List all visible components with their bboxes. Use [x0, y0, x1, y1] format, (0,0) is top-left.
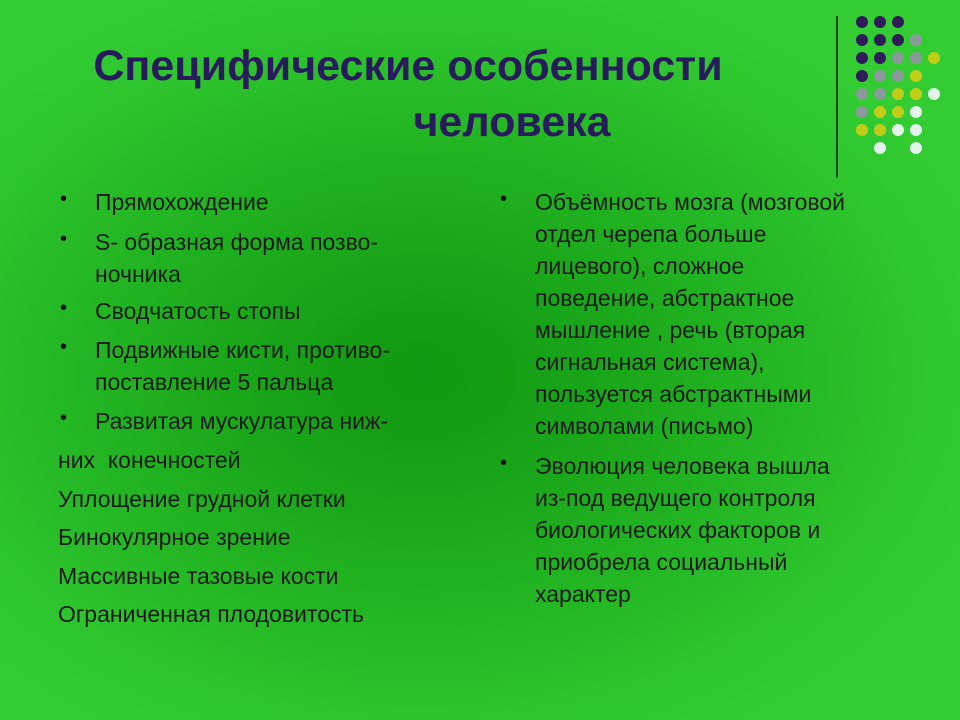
decor-dot [892, 88, 904, 100]
left-item: Прямохождение [95, 189, 269, 215]
decor-dot [874, 142, 886, 154]
bullet-icon: • [60, 407, 68, 429]
right-item: Объёмность мозга (мозговой [535, 189, 845, 215]
left-item: Сводчатость стопы [95, 298, 301, 324]
decor-dot [892, 34, 904, 46]
decor-dot [910, 142, 922, 154]
decor-dot [910, 52, 922, 64]
right-item: символами (письмо) [535, 413, 754, 439]
right-item: поведение, абстрактное [535, 285, 795, 311]
right-item: сигнальная система), [535, 349, 765, 375]
title-line-1: Специфические особенности [93, 42, 723, 90]
right-item: лицевого), сложное [535, 253, 745, 279]
decor-dot [910, 70, 922, 82]
left-item: Массивные тазовые кости [58, 563, 339, 589]
decor-dot [856, 124, 868, 136]
left-item: Уплощение грудной клетки [58, 486, 346, 512]
right-item: отдел черепа больше [535, 221, 767, 247]
bullet-icon: • [60, 336, 68, 358]
bullet-icon: • [60, 228, 68, 250]
left-item: них конечностей [58, 447, 241, 473]
title-line-2: человека [413, 98, 611, 146]
decor-dot [910, 124, 922, 136]
right-item: из-под ведущего контроля [535, 485, 816, 511]
left-item: Развитая мускулатура ниж- [95, 408, 389, 434]
left-item: Подвижные кисти, противо- [95, 337, 391, 363]
left-item: поставление 5 пальца [95, 369, 334, 395]
decor-dot [892, 124, 904, 136]
decor-dot [892, 16, 904, 28]
decor-dot [856, 70, 868, 82]
decor-dot [874, 34, 886, 46]
decor-dot [928, 88, 940, 100]
decor-dot [856, 16, 868, 28]
decor-dot [856, 52, 868, 64]
bullet-icon: • [500, 452, 508, 474]
right-item: Эволюция человека вышла [535, 453, 830, 479]
decor-dot [892, 52, 904, 64]
decor-dot [856, 88, 868, 100]
decor-dot [856, 106, 868, 118]
bullet-icon: • [60, 188, 68, 210]
right-item: характер [535, 581, 631, 607]
decor-dot [874, 88, 886, 100]
decor-dot [892, 106, 904, 118]
decor-dot [910, 34, 922, 46]
decorative-divider-line [836, 16, 838, 178]
right-item: биологических факторов и [535, 517, 821, 543]
left-item: Бинокулярное зрение [58, 524, 291, 550]
left-item: Ограниченная плодовитость [58, 601, 365, 627]
slide-title [0, 38, 920, 150]
bullet-icon: • [500, 188, 508, 210]
decor-dot [910, 106, 922, 118]
decor-dot [874, 106, 886, 118]
right-item: приобрела социальный [535, 549, 788, 575]
bullet-icon: • [60, 297, 68, 319]
right-item: мышление , речь (вторая [535, 317, 806, 343]
decor-dot [874, 70, 886, 82]
left-item: ночника [95, 261, 181, 287]
decor-dot [856, 34, 868, 46]
right-item: пользуется абстрактными [535, 381, 812, 407]
decor-dot [874, 16, 886, 28]
decor-dot [874, 124, 886, 136]
decor-dot [910, 88, 922, 100]
decor-dot [874, 52, 886, 64]
decor-dot [892, 70, 904, 82]
decor-dot [928, 52, 940, 64]
left-item: S- образная форма позво- [95, 229, 379, 255]
